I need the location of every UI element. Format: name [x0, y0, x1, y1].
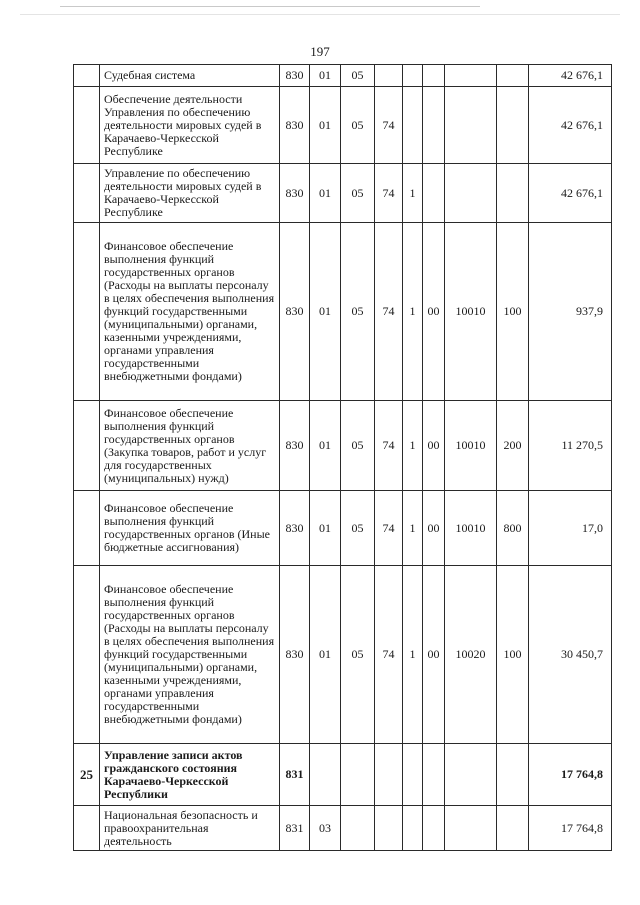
table-row [74, 744, 612, 806]
subprogram-code [403, 744, 423, 806]
table-row [74, 401, 612, 491]
main-event-code: 00 [423, 401, 445, 491]
direction-code [445, 744, 497, 806]
row-number [74, 401, 100, 491]
direction-code [445, 87, 497, 164]
subsection-code: 05 [341, 566, 375, 744]
row-name: Финансовое обеспечение выполнения функций государственных органов (Расходы на выплаты персоналу в целях обеспечения выполнения функций государственными (муниципальными) органами, казенными учреждениями, органами управления государственными внебюджетными фондами) [100, 223, 280, 401]
amount: 42 676,1 [529, 65, 612, 87]
table-row [74, 65, 612, 87]
subsection-code: 05 [341, 401, 375, 491]
section-code: 01 [310, 566, 341, 744]
subprogram-code [403, 65, 423, 87]
section-code: 01 [310, 223, 341, 401]
ministry-code: 830 [280, 164, 310, 223]
main-event-code [423, 65, 445, 87]
main-event-code: 00 [423, 491, 445, 566]
program-code: 74 [375, 566, 403, 744]
direction-code: 10010 [445, 223, 497, 401]
subsection-code: 05 [341, 164, 375, 223]
expense-type-code: 100 [497, 566, 529, 744]
main-event-code: 00 [423, 223, 445, 401]
scan-artifact-line [20, 14, 620, 15]
section-code: 01 [310, 65, 341, 87]
section-code: 01 [310, 491, 341, 566]
table-row [74, 223, 612, 401]
scan-artifact-line [60, 6, 480, 7]
main-event-code [423, 164, 445, 223]
subprogram-code: 1 [403, 401, 423, 491]
program-code [375, 65, 403, 87]
amount: 17 764,8 [529, 744, 612, 806]
section-code: 03 [310, 806, 341, 851]
section-code [310, 744, 341, 806]
ministry-code: 831 [280, 806, 310, 851]
budget-table [73, 64, 612, 851]
expense-type-code [497, 744, 529, 806]
subprogram-code [403, 806, 423, 851]
table-row [74, 566, 612, 744]
subsection-code: 05 [341, 87, 375, 164]
row-number [74, 164, 100, 223]
row-name: Обеспечение деятельности Управления по обеспечению деятельности мировых судей в Карачаево-Черкесской Республике [100, 87, 280, 164]
expense-type-code [497, 806, 529, 851]
row-name: Финансовое обеспечение выполнения функций государственных органов (Расходы на выплаты персоналу в целях обеспечения выполнения функций государственными (муниципальными) органами, казенными учреждениями, органами управления государственными внебюджетными фондами) [100, 566, 280, 744]
row-number [74, 566, 100, 744]
subsection-code [341, 806, 375, 851]
direction-code [445, 806, 497, 851]
expense-type-code: 800 [497, 491, 529, 566]
row-number [74, 806, 100, 851]
ministry-code: 830 [280, 491, 310, 566]
row-name: Финансовое обеспечение выполнения функций государственных органов (Иные бюджетные ассигнования) [100, 491, 280, 566]
amount: 42 676,1 [529, 164, 612, 223]
direction-code: 10010 [445, 491, 497, 566]
subprogram-code: 1 [403, 164, 423, 223]
program-code: 74 [375, 491, 403, 566]
subprogram-code: 1 [403, 491, 423, 566]
row-number [74, 65, 100, 87]
expense-type-code [497, 164, 529, 223]
table-row [74, 491, 612, 566]
program-code: 74 [375, 223, 403, 401]
row-name: Судебная система [100, 65, 280, 87]
ministry-code: 830 [280, 65, 310, 87]
row-name: Управление записи актов гражданского состояния Карачаево-Черкесской Республики [100, 744, 280, 806]
row-name: Национальная безопасность и правоохранительная деятельность [100, 806, 280, 851]
program-code [375, 744, 403, 806]
amount: 937,9 [529, 223, 612, 401]
subsection-code [341, 744, 375, 806]
table-row [74, 806, 612, 851]
program-code [375, 806, 403, 851]
row-name: Финансовое обеспечение выполнения функций государственных органов (Закупка товаров, работ и услуг для государственных (муниципальных) нужд) [100, 401, 280, 491]
program-code: 74 [375, 87, 403, 164]
main-event-code [423, 87, 445, 164]
amount: 17 764,8 [529, 806, 612, 851]
amount: 11 270,5 [529, 401, 612, 491]
row-number [74, 223, 100, 401]
ministry-code: 830 [280, 401, 310, 491]
subsection-code: 05 [341, 223, 375, 401]
row-name: Управление по обеспечению деятельности мировых судей в Карачаево-Черкесской Республике [100, 164, 280, 223]
table-row [74, 164, 612, 223]
ministry-code: 830 [280, 566, 310, 744]
subsection-code: 05 [341, 65, 375, 87]
row-number [74, 491, 100, 566]
ministry-code: 830 [280, 87, 310, 164]
page-number: 197 [310, 44, 330, 59]
subsection-code: 05 [341, 491, 375, 566]
direction-code [445, 164, 497, 223]
subprogram-code: 1 [403, 566, 423, 744]
expense-type-code: 200 [497, 401, 529, 491]
main-event-code: 00 [423, 566, 445, 744]
row-number: 25 [74, 744, 100, 806]
ministry-code: 830 [280, 223, 310, 401]
amount: 17,0 [529, 491, 612, 566]
direction-code: 10020 [445, 566, 497, 744]
main-event-code [423, 806, 445, 851]
section-code: 01 [310, 401, 341, 491]
subprogram-code [403, 87, 423, 164]
ministry-code: 831 [280, 744, 310, 806]
expense-type-code [497, 65, 529, 87]
program-code: 74 [375, 164, 403, 223]
amount: 42 676,1 [529, 87, 612, 164]
direction-code [445, 65, 497, 87]
subprogram-code: 1 [403, 223, 423, 401]
amount: 30 450,7 [529, 566, 612, 744]
expense-type-code: 100 [497, 223, 529, 401]
expense-type-code [497, 87, 529, 164]
direction-code: 10010 [445, 401, 497, 491]
row-number [74, 87, 100, 164]
main-event-code [423, 744, 445, 806]
section-code: 01 [310, 164, 341, 223]
section-code: 01 [310, 87, 341, 164]
program-code: 74 [375, 401, 403, 491]
table-row [74, 87, 612, 164]
